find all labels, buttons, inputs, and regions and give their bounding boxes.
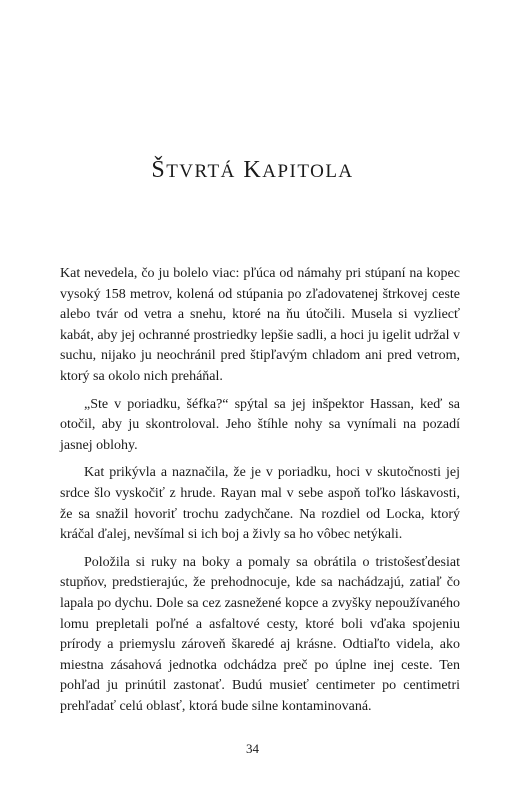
page-number: 34	[246, 741, 259, 756]
paragraph-2: „Ste v poriadku, šéfka?“ spýtal sa jej inšpektor Hassan, keď sa otočil, aby ju skontroloval. Jeho štíhle nohy sa vynímali na pozadí jasnej oblohy.	[60, 396, 460, 453]
paragraph-1: Kat nevedela, čo ju bolelo viac: pľúca od námahy pri stúpaní na kopec vysoký 158 metrov, kolená od stúpania po zľadovatenej štrkovej ceste alebo tvár od vetra a snehu, ktoré na ňu útočili. Musela si vyzliecť kabát, aby jej ochranné prostriedky lepšie sadli, a hoci ju igelit udržal v suchu, nijako ju neochránil pred štipľavým chladom ani pred vetrom, ktorý sa okolo nich preháňal.	[60, 266, 460, 384]
paragraph-4: Položila si ruky na boky a pomaly sa obrátila o tristošesťdesiat stupňov, predstierajúc, že prehodnocuje, kde sa nachádzajú, zatiaľ čo lapala po dychu. Dole sa cez zasnežené kopce a zvyšky nepoužívaného lomu prepletali poľné a asfaltové cesty, ktoré boli vďaka spojeniu prírody a priemyslu zároveň škaredé aj krásne. Odtiaľto videla, ako miestna zásahová jednotka odchádza preč po úplne inej ceste. Ten pohľad ju prinútil zastonať. Budú musieť centimeter po centimetri prehľadať celú oblasť, ktorá bude silne kontaminovaná.	[60, 554, 460, 714]
paragraph-3: Kat prikývla a naznačila, že je v poriadku, hoci v skutočnosti jej srdce šlo vyskočiť z hrude. Rayan mal v sebe aspoň toľko láskavosti, že sa snažil hovoriť trochu zadychčane. Na rozdiel od Locka, ktorý kráčal ďalej, nevšímal si ich boj a živly sa ho vôbec netýkali.	[60, 465, 460, 543]
chapter-title-initial-1: Š	[151, 157, 167, 183]
chapter-title	[0, 157, 505, 184]
chapter-title-initial-2: K	[243, 157, 263, 183]
chapter-body	[60, 264, 460, 724]
chapter-title-rest-1: TVRTÁ	[166, 161, 236, 182]
chapter-title-rest-2: APITOLA	[262, 161, 354, 182]
